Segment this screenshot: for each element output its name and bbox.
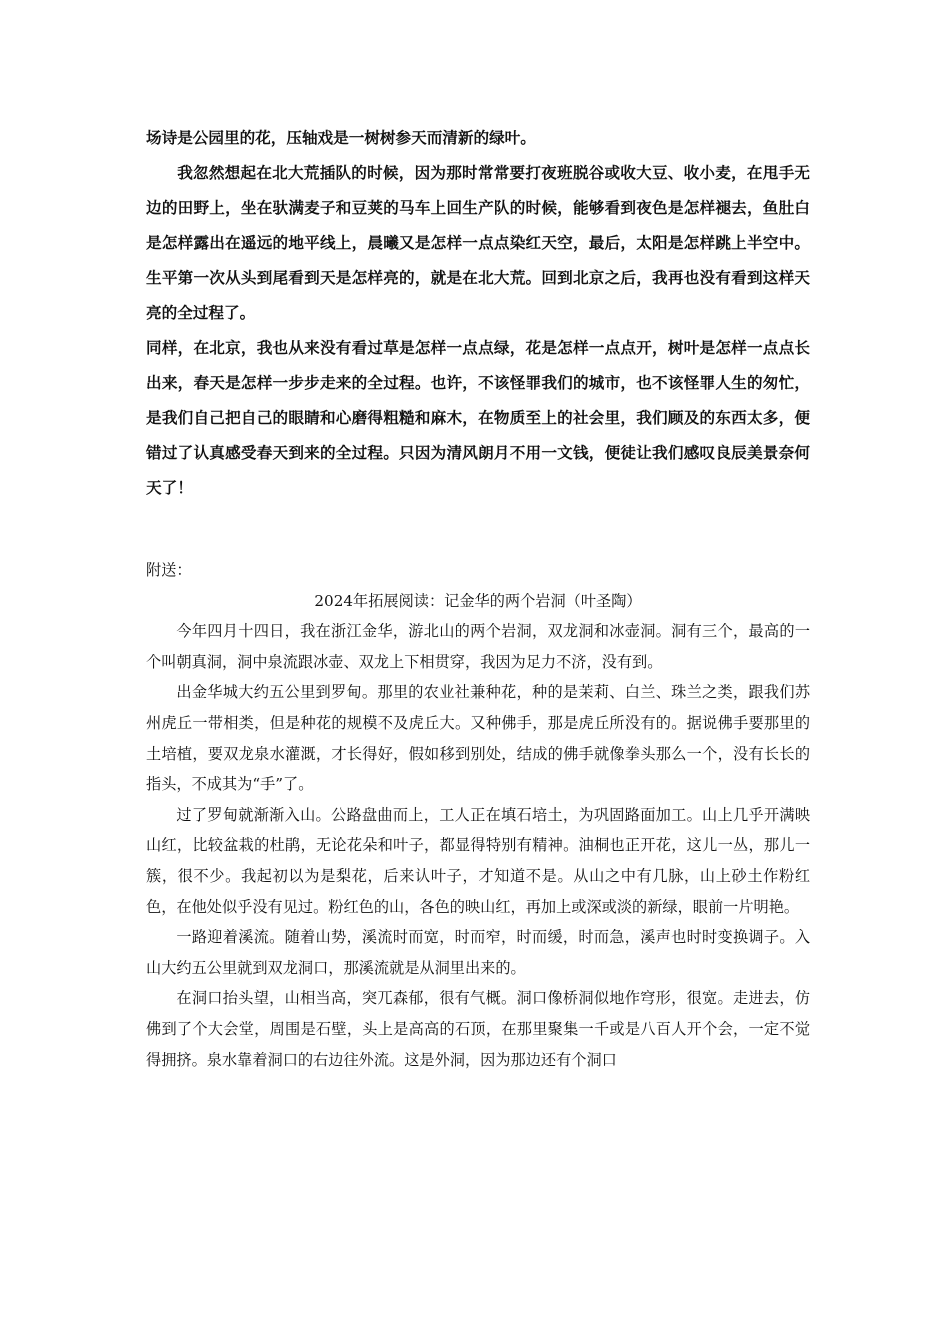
essay-paragraph: 我忽然想起在北大荒插队的时候，因为那时常常要打夜班脱谷或收大豆、收小麦，在甩手无边的田野上，坐在驮满麦子和豆荚的马车上回生产队的时候，能够看到夜色是怎样褪去，鱼肚白是怎样露出在遥远的地平线上，晨曦又是怎样一点点染红天空，最后，太阳是怎样跳上半空中。生平第一次从头到尾看到天是怎样亮的，就是在北大荒。回到北京之后，我再也没有看到这样天亮的全过程了。: [146, 163, 810, 322]
appendix-paragraph: 在洞口抬头望，山相当高，突兀森郁，很有气概。洞口像桥洞似地作穹形，很宽。走进去，仿佛到了个大会堂，周围是石壁，头上是高高的石顶，在那里聚集一千或是八百人开个会，一定不觉得拥挤。泉水靠着洞口的右边往外流。这是外洞，因为那边还有个洞口: [146, 989, 810, 1069]
appendix-paragraph: 出金华城大约五公里到罗甸。那里的农业社兼种花，种的是茉莉、白兰、珠兰之类，跟我们苏州虎丘一带相类，但是种花的规模不及虎丘大。又种佛手，那是虎丘所没有的。据说佛手要那里的土培植，要双龙泉水灌溉，才长得好，假如移到别处，结成的佛手就像拳头那么一个，没有长长的指头，不成其为“手”了。: [146, 683, 810, 794]
appendix-section: [146, 555, 810, 1075]
appendix-label: 附送：: [146, 561, 192, 579]
appendix-paragraph: 过了罗甸就渐渐入山。公路盘曲而上，工人正在填石培土，为巩固路面加工。山上几乎开满映山红，比较盆栽的杜鹃，无论花朵和叶子，都显得特别有精神。油桐也正开花，这儿一丛，那儿一簇，很不少。我起初以为是梨花，后来认叶子，才知道不是。从山之中有几脉，山上砂土作粉红色，在他处似乎没有见过。粉红色的山，各色的映山红，再加上或深或淡的新绿，眼前一片明艳。: [146, 805, 810, 916]
appendix-paragraph: 一路迎着溪流。随着山势，溪流时而宽，时而窄，时而缓，时而急，溪声也时时变换调子。入山大约五公里就到双龙洞口，那溪流就是从洞里出来的。: [146, 928, 810, 977]
appendix-title: 2024年拓展阅读：记金华的两个岩洞（叶圣陶）: [314, 591, 642, 610]
appendix-paragraph: 今年四月十四日，我在浙江金华，游北山的两个岩洞，双龙洞和冰壶洞。洞有三个，最高的一个叫朝真洞，洞中泉流跟冰壶、双龙上下相贯穿，我因为足力不济，没有到。: [146, 622, 810, 671]
essay-paragraph: 同样，在北京，我也从来没有看过草是怎样一点点绿，花是怎样一点点开，树叶是怎样一点点长出来，春天是怎样一步步走来的全过程。也许，不该怪罪我们的城市，也不该怪罪人生的匆忙，是我们自己把自己的眼睛和心磨得粗糙和麻木，在物质至上的社会里，我们顾及的东西太多，便错过了认真感受春天到来的全过程。只因为清风朗月不用一文钱，便徒让我们感叹良辰美景奈何天了！: [146, 338, 810, 497]
essay-excerpt: [146, 120, 810, 505]
essay-paragraph: 场诗是公园里的花，压轴戏是一树树参天而清新的绿叶。: [146, 128, 536, 147]
